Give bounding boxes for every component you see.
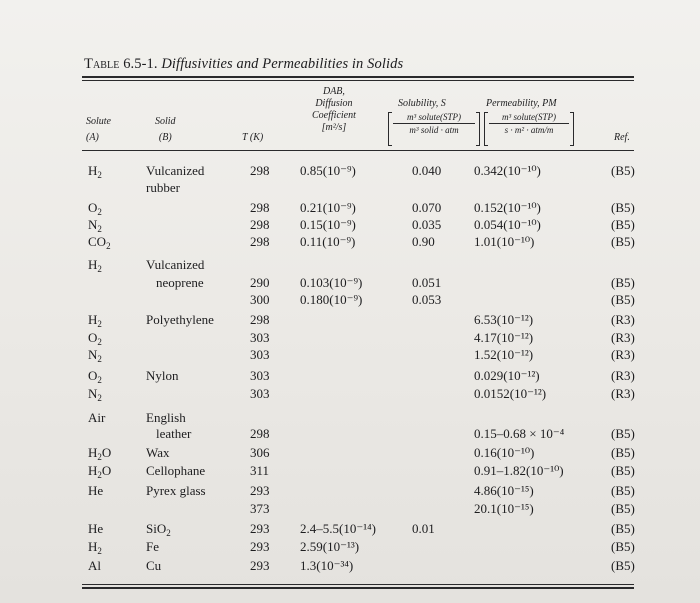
cell-temperature: 303 xyxy=(250,347,270,362)
cell-solute: $O_2$ xyxy=(88,200,102,217)
cell-solid: Cellophane xyxy=(146,463,206,478)
cell-solid: Cu xyxy=(146,558,162,573)
cell-solid: rubber xyxy=(146,180,180,195)
cell-solute: $O_2$ xyxy=(88,368,102,385)
cell-solute: $H_2$ xyxy=(88,539,102,556)
cell-temperature: 311 xyxy=(250,463,270,478)
cell-ref: (R3) xyxy=(611,330,635,345)
cell-diffusivity: 0.103(10⁻⁹) xyxy=(300,275,363,290)
cell-temperature: 293 xyxy=(250,539,270,554)
cell-permeability: 0.342(10⁻¹⁰) xyxy=(474,163,541,178)
cell-solute: $H_2O$ xyxy=(88,463,112,480)
cell-solid: Vulcanized xyxy=(146,163,205,178)
cell-solute: $O_2$ xyxy=(88,330,102,347)
permeability-bracket-right xyxy=(570,112,574,146)
header-permeability: Permeability, PM xyxy=(486,98,557,109)
cell-solid: English xyxy=(146,410,186,425)
cell-solid: Vulcanized xyxy=(146,257,205,272)
cell-temperature: 293 xyxy=(250,483,270,498)
cell-ref: (B5) xyxy=(611,426,635,441)
cell-solubility: 0.040 xyxy=(412,163,442,178)
cell-diffusivity: 0.15(10⁻⁹) xyxy=(300,217,356,232)
cell-permeability: 0.16(10⁻¹⁰) xyxy=(474,445,535,460)
cell-solubility: 0.051 xyxy=(412,275,442,290)
cell-temperature: 293 xyxy=(250,558,270,573)
cell-solubility: 0.035 xyxy=(412,217,442,232)
cell-solid: Fe xyxy=(146,539,159,554)
cell-solubility: 0.053 xyxy=(412,292,442,307)
cell-temperature: 298 xyxy=(250,312,270,327)
cell-ref: (B5) xyxy=(611,200,635,215)
cell-permeability: 0.029(10⁻¹²) xyxy=(474,368,540,383)
cell-temperature: 293 xyxy=(250,521,270,536)
cell-solute: $N_2$ xyxy=(88,386,102,403)
cell-solid: leather xyxy=(156,426,192,441)
cell-ref: (B5) xyxy=(611,275,635,290)
cell-permeability: 0.91–1.82(10⁻¹⁰) xyxy=(474,463,564,478)
cell-ref: (B5) xyxy=(611,217,635,232)
header-solubility: Solubility, S xyxy=(398,98,446,109)
cell-ref: (B5) xyxy=(611,558,635,573)
header-diffusion: DAB, Diffusion Coefficient [m²/s] xyxy=(312,86,356,133)
solubility-bracket-right xyxy=(476,112,480,146)
cell-solute: $H_2$ xyxy=(88,163,102,180)
cell-ref: (B5) xyxy=(611,234,635,249)
cell-permeability: 1.52(10⁻¹²) xyxy=(474,347,534,362)
cell-ref: (B5) xyxy=(611,501,635,516)
cell-solid: Pyrex glass xyxy=(146,483,206,498)
cell-ref: (B5) xyxy=(611,463,635,478)
cell-temperature: 298 xyxy=(250,200,270,215)
top-rule-thick xyxy=(82,76,634,78)
cell-temperature: 303 xyxy=(250,386,270,401)
cell-permeability: 1.01(10⁻¹⁰) xyxy=(474,234,535,249)
cell-solute: He xyxy=(88,483,104,498)
cell-permeability: 0.152(10⁻¹⁰) xyxy=(474,200,541,215)
cell-solid: SiO$_2$ xyxy=(146,521,171,538)
cell-diffusivity: 0.11(10⁻⁹) xyxy=(300,234,356,249)
cell-solubility: 0.070 xyxy=(412,200,442,215)
cell-solute: $N_2$ xyxy=(88,347,102,364)
table-caption: Diffusivities and Permeabilities in Solids xyxy=(161,56,404,72)
cell-temperature: 298 xyxy=(250,163,270,178)
cell-solid: neoprene xyxy=(156,275,204,290)
cell-solid: Polyethylene xyxy=(146,312,214,327)
cell-solute: $H_2$ xyxy=(88,257,102,274)
cell-ref: (B5) xyxy=(611,163,635,178)
cell-ref: (B5) xyxy=(611,445,635,460)
solubility-bracket-left xyxy=(388,112,392,146)
cell-temperature: 303 xyxy=(250,330,270,345)
permeability-units: m³ solute(STP) s · m² · atm/m xyxy=(489,112,569,135)
cell-ref: (B5) xyxy=(611,292,635,307)
cell-permeability: 4.17(10⁻¹²) xyxy=(474,330,534,345)
top-rule-thin xyxy=(82,80,634,81)
header-temp: T (K) xyxy=(242,132,264,143)
cell-permeability: 0.15–0.68 × 10⁻⁴ xyxy=(474,426,565,441)
cell-solid: Nylon xyxy=(146,368,179,383)
cell-temperature: 300 xyxy=(250,292,270,307)
cell-diffusivity: 2.59(10⁻¹³) xyxy=(300,539,360,554)
solubility-units: m³ solute(STP) m³ solid · atm xyxy=(393,112,475,135)
bottom-rule-thin xyxy=(82,584,634,585)
cell-diffusivity: 0.180(10⁻⁹) xyxy=(300,292,363,307)
cell-temperature: 373 xyxy=(250,501,270,516)
cell-solute: He xyxy=(88,521,104,536)
header-ref: Ref. xyxy=(614,132,630,143)
cell-ref: (R3) xyxy=(611,386,635,401)
bottom-rule-thick xyxy=(82,587,634,589)
cell-solute: Air xyxy=(88,410,106,425)
cell-permeability: 0.054(10⁻¹⁰) xyxy=(474,217,541,232)
cell-solid: Wax xyxy=(146,445,170,460)
cell-ref: (R3) xyxy=(611,347,635,362)
cell-permeability: 4.86(10⁻¹⁵) xyxy=(474,483,534,498)
cell-temperature: 298 xyxy=(250,426,270,441)
cell-solute: $H_2O$ xyxy=(88,445,112,462)
cell-diffusivity: 0.85(10⁻⁹) xyxy=(300,163,356,178)
header-solid: Solid (B) xyxy=(155,116,176,143)
cell-ref: (B5) xyxy=(611,483,635,498)
cell-permeability: 20.1(10⁻¹⁵) xyxy=(474,501,534,516)
cell-diffusivity: 0.21(10⁻⁹) xyxy=(300,200,356,215)
cell-temperature: 303 xyxy=(250,368,270,383)
cell-temperature: 290 xyxy=(250,275,270,290)
header-rule xyxy=(82,150,634,151)
permeability-bracket-left xyxy=(484,112,488,146)
table-label: Table 6.5-1. xyxy=(84,56,158,72)
cell-permeability: 6.53(10⁻¹²) xyxy=(474,312,534,327)
cell-ref: (B5) xyxy=(611,521,635,536)
cell-solute: $H_2$ xyxy=(88,312,102,329)
cell-ref: (R3) xyxy=(611,312,635,327)
cell-solubility: 0.90 xyxy=(412,234,435,249)
cell-ref: (B5) xyxy=(611,539,635,554)
cell-temperature: 306 xyxy=(250,445,270,460)
cell-temperature: 298 xyxy=(250,217,270,232)
header-solute: Solute (A) xyxy=(86,116,111,143)
cell-solute: Al xyxy=(88,558,101,573)
cell-solute: $N_2$ xyxy=(88,217,102,234)
cell-permeability: 0.0152(10⁻¹²) xyxy=(474,386,547,401)
cell-temperature: 298 xyxy=(250,234,270,249)
cell-solute: $CO_2$ xyxy=(88,234,111,251)
cell-ref: (R3) xyxy=(611,368,635,383)
table-title xyxy=(84,56,403,73)
cell-solubility: 0.01 xyxy=(412,521,435,536)
cell-diffusivity: 2.4–5.5(10⁻¹⁴) xyxy=(300,521,376,536)
cell-diffusivity: 1.3(10⁻³⁴) xyxy=(300,558,354,573)
